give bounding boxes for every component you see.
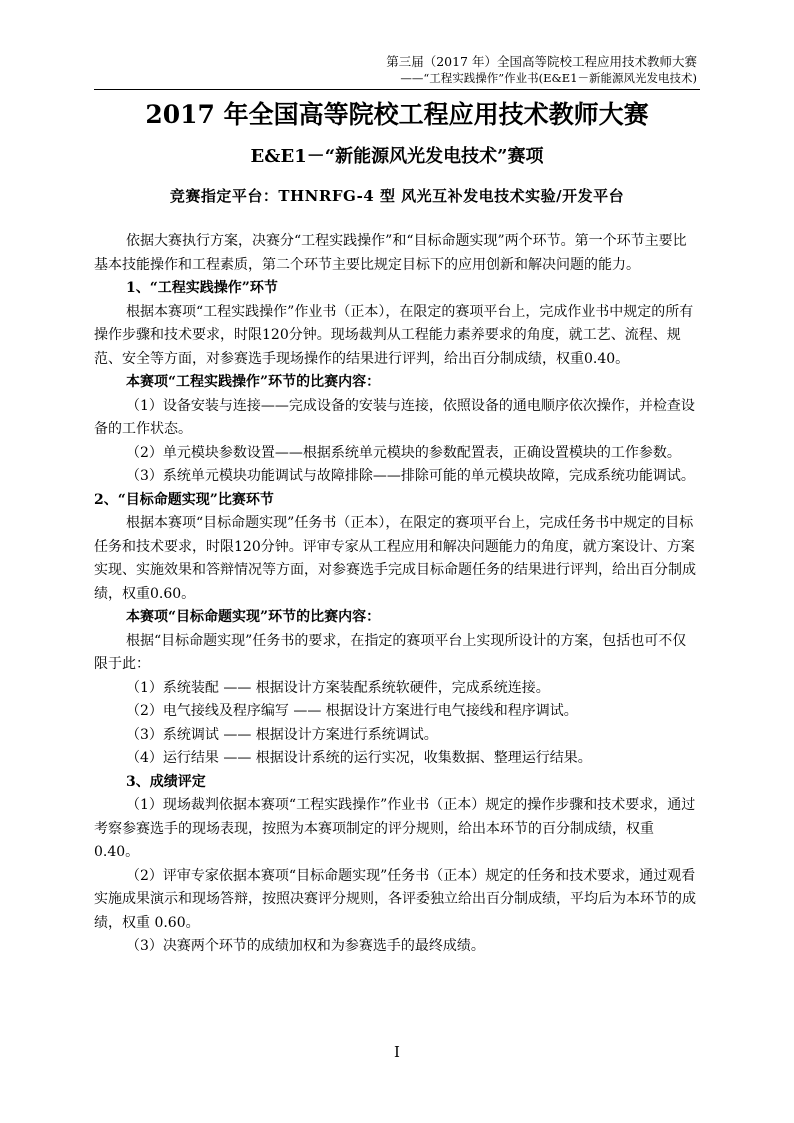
body-paragraph: （1）系统装配 —— 根据设计方案装配系统软硬件，完成系统连接。 — [126, 679, 550, 696]
document-body — [94, 230, 700, 959]
body-paragraph: （3）系统调试 —— 根据设计方案进行系统调试。 — [126, 726, 438, 743]
body-paragraph: （4）运行结果 —— 根据设计系统的运行实况，收集数据、整理运行结果。 — [126, 750, 592, 766]
body-paragraph: （1）现场裁判依据本赛项“工程实践操作”作业书（正本）规定的操作步骤和技术要求，通过考察参赛选手的现场表现，按照为本赛项制定的评分规则，给出本环节的百分制成绩，权重 0.40。 — [94, 797, 696, 860]
body-paragraph: 根据“目标命题实现”任务书的要求，在指定的赛项平台上实现所设计的方案，包括也可不仅限于此： — [94, 632, 687, 672]
page-subtitle: E&E1－“新能源风光发电技术”赛项 — [250, 146, 544, 167]
header-rule — [94, 89, 700, 90]
body-paragraph: （2）评审专家依据本赛项“目标命题实现”任务书（正本）规定的任务和技术要求，通过观看实施成果演示和现场答辩，按照决赛评分规则，各评委独立给出百分制成绩，平均后为本环节的成绩，权重 0.60。 — [94, 867, 696, 931]
running-header-line-2: ——“工程实践操作”作业书(E&E1－新能源风光发电技术) — [400, 71, 697, 85]
body-paragraph: 依据大赛执行方案，决赛分“工程实践操作”和“目标命题实现”两个环节。第一个环节主要比基本技能操作和工程素质，第二个环节主要比规定目标下的应用创新和解决问题的能力。 — [94, 233, 687, 273]
body-paragraph: 根据本赛项“工程实践操作”作业书（正本），在限定的赛项平台上，完成作业书中规定的所有操作步骤和技术要求，时限120分钟。现场裁判从工程能力素养要求的角度，就工艺、流程、规范、安全等方面，对参赛选手现场操作的结果进行评判，给出百分制成绩，权重0.40。 — [94, 303, 694, 367]
section-heading: 2、“目标命题实现”比赛环节 — [94, 491, 274, 508]
section-heading: 本赛项“目标命题实现”环节的比赛内容： — [126, 609, 381, 625]
body-paragraph: （2）单元模块参数设置——根据系统单元模块的参数配置表，正确设置模块的工作参数。 — [126, 444, 681, 461]
page-number: I — [394, 1043, 400, 1061]
page-title: 2017 年全国高等院校工程应用技术教师大赛 — [145, 100, 649, 129]
running-header-line-1: 第三届（2017 年）全国高等院校工程应用技术教师大赛 — [386, 54, 697, 69]
platform-line: 竞赛指定平台：THNRFG-4 型 风光互补发电技术实验/开发平台 — [169, 187, 625, 205]
body-paragraph: （3）系统单元模块功能调试与故障排除——排除可能的单元模块故障，完成系统功能调试。 — [126, 468, 695, 484]
section-heading: 1、“工程实践操作”环节 — [126, 280, 278, 296]
body-paragraph: 根据本赛项“目标命题实现”任务书（正本），在限定的赛项平台上，完成任务书中规定的目标任务和技术要求，时限120分钟。评审专家从工程应用和解决问题能力的角度，就方案设计、方案实现、实施效果和答辩情况等方面，对参赛选手完成目标命题任务的结果进行评判，给出百分制成绩，权重0.60。 — [94, 515, 696, 602]
section-heading: 本赛项“工程实践操作”环节的比赛内容： — [126, 374, 381, 390]
section-heading: 3、成绩评定 — [126, 773, 206, 790]
body-paragraph: （1）设备安装与连接——完成设备的安装与连接，依照设备的通电顺序依次操作，并检查设备的工作状态。 — [94, 397, 695, 437]
body-paragraph: （3）决赛两个环节的成绩加权和为参赛选手的最终成绩。 — [126, 938, 485, 954]
body-paragraph: （2）电气接线及程序编写 —— 根据设计方案进行电气接线和程序调试。 — [126, 703, 578, 719]
